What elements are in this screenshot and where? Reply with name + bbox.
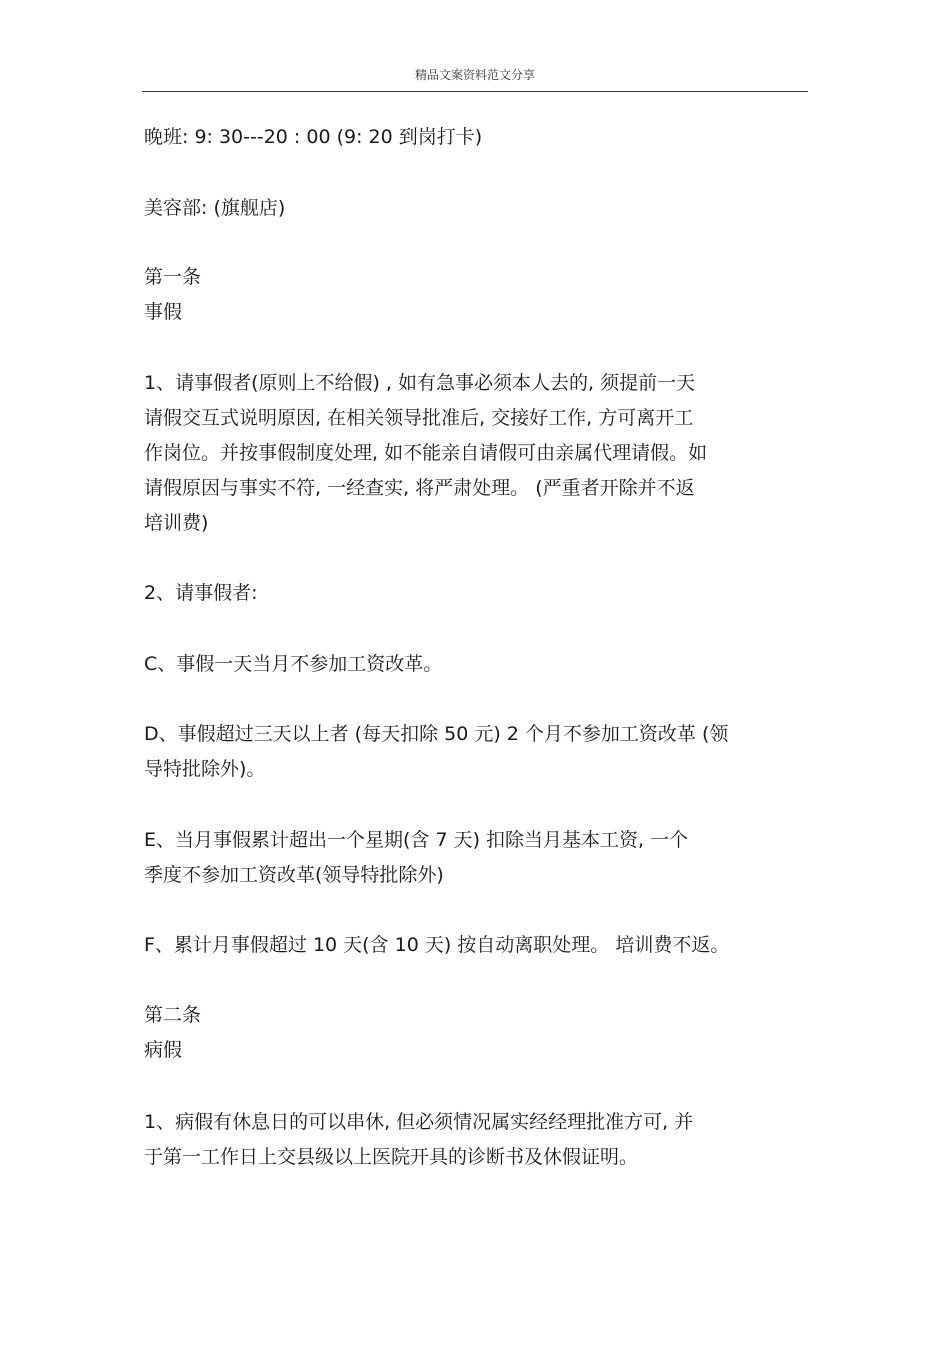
text-line: 导特批除外)。 [144, 758, 266, 780]
personal-leave-item-d [144, 717, 810, 787]
personal-leave-rule-1 [144, 366, 810, 541]
text-line: 于第一工作日上交县级以上医院开具的诊断书及休假证明。 [144, 1146, 639, 1168]
article-two-heading [144, 998, 810, 1068]
header-divider [142, 91, 808, 92]
text-line: 晚班: 9: 30---20 : 00 (9: 20 到岗打卡) [144, 126, 483, 148]
text-line: 美容部: (旗舰店) [144, 197, 286, 219]
text-line: F、累计月事假超过 10 天(含 10 天) 按自动离职处理。 培训费不返。 [144, 934, 730, 956]
text-line: 季度不参加工资改革(领导特批除外) [144, 864, 444, 886]
text-line: D、事假超过三天以上者 (每天扣除 50 元) 2 个月不参加工资改革 (领 [144, 723, 729, 745]
text-line: 第一条 [144, 266, 202, 288]
text-line: E、当月事假累计超出一个星期(含 7 天) 扣除当月基本工资, 一个 [144, 829, 689, 851]
text-line: 2、请事假者: [144, 582, 258, 604]
text-line: C、事假一天当月不参加工资改革。 [144, 653, 443, 675]
personal-leave-item-c [144, 647, 810, 682]
personal-leave-item-e [144, 823, 810, 893]
text-line: 请假原因与事实不符, 一经查实, 将严肃处理。 (严重者开除并不返 [144, 477, 695, 499]
text-line: 病假 [144, 1039, 183, 1061]
shift-schedule-paragraph [144, 120, 810, 155]
text-line: 事假 [144, 301, 183, 323]
article-one-heading [144, 260, 810, 330]
text-line: 1、病假有休息日的可以串休, 但必须情况属实经经理批准方可, 并 [144, 1111, 694, 1133]
personal-leave-rule-2 [144, 576, 810, 611]
text-line: 作岗位。并按事假制度处理, 如不能亲自请假可由亲属代理请假。如 [144, 442, 708, 464]
page-header-title: 精品文案资料范文分享 [414, 68, 535, 82]
text-line: 培训费) [144, 512, 209, 534]
department-heading [144, 191, 810, 226]
text-line: 1、请事假者(原则上不给假) , 如有急事必须本人去的, 须提前一天 [144, 372, 696, 394]
personal-leave-item-f [144, 928, 810, 963]
sick-leave-rule-1 [144, 1105, 810, 1175]
text-line: 第二条 [144, 1004, 202, 1026]
text-line: 请假交互式说明原因, 在相关领导批准后, 交接好工作, 方可离开工 [144, 407, 694, 429]
